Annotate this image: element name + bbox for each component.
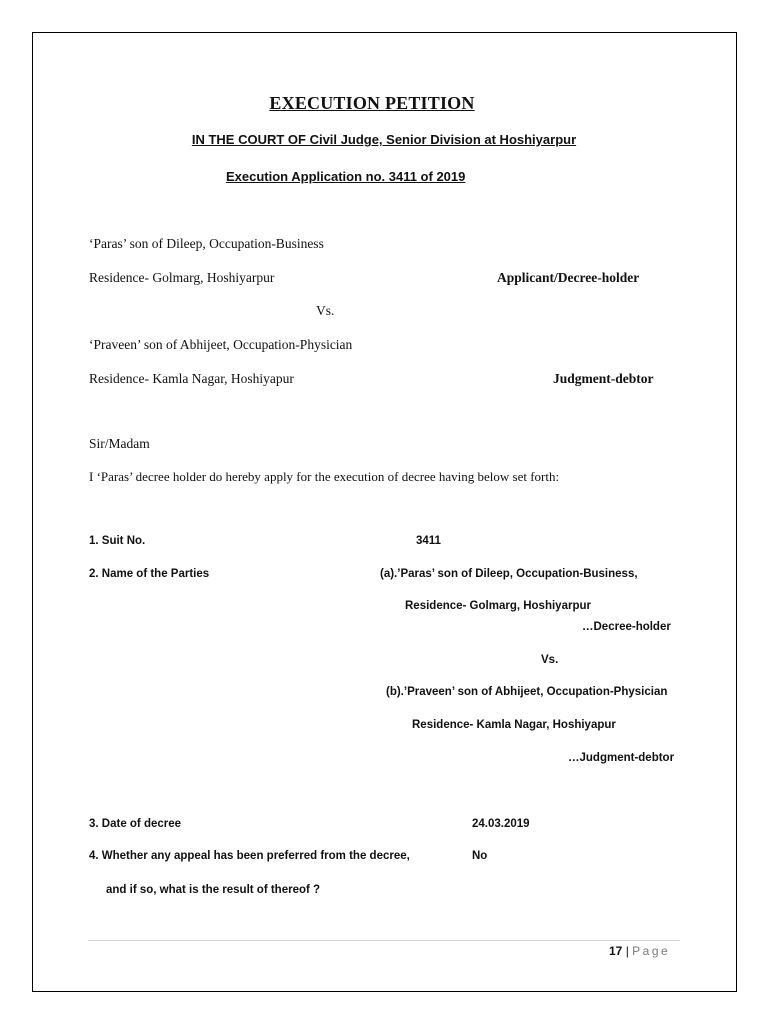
party-a-role: …Decree-holder [582, 621, 671, 633]
court-heading: IN THE COURT OF Civil Judge, Senior Division at Hoshiyarpur [191, 132, 577, 147]
applicant-residence-line: Residence- Golmarg, Hoshiyarpur [89, 270, 275, 285]
party-b-name: (b).’Praveen’ son of Abhijeet, Occupation-Physician [386, 686, 668, 698]
footer-rule [88, 940, 680, 941]
page-footer [609, 944, 670, 958]
applicant-name-line: ‘Paras’ son of Dileep, Occupation-Business [89, 236, 324, 251]
debtor-role: Judgment-debtor [553, 371, 654, 386]
decree-date-value: 24.03.2019 [472, 818, 530, 830]
appeal-question-line2: and if so, what is the result of thereof ? [106, 884, 321, 896]
page-word: Page [632, 944, 671, 958]
appeal-answer: No [472, 850, 488, 862]
salutation: Sir/Madam [89, 436, 150, 451]
party-b-role: …Judgment-debtor [568, 752, 675, 764]
application-number: Execution Application no. 3411 of 2019 [226, 169, 466, 184]
party-a-name: (a).’Paras’ son of Dileep, Occupation-Business, [380, 568, 638, 580]
page-number: 17 [609, 944, 623, 958]
versus-label: Vs. [316, 303, 335, 318]
appeal-question-line1: 4. Whether any appeal has been preferred from the decree, [89, 850, 410, 862]
debtor-name-line: ‘Praveen’ son of Abhijeet, Occupation-Physician [89, 337, 353, 352]
applicant-role: Applicant/Decree-holder [497, 270, 640, 285]
document-title: EXECUTION PETITION [269, 93, 475, 113]
decree-date-label: 3. Date of decree [89, 818, 182, 830]
party-a-residence: Residence- Golmarg, Hoshiyarpur [405, 600, 591, 612]
suit-number-label: 1. Suit No. [89, 535, 146, 547]
party-b-residence: Residence- Kamla Nagar, Hoshiyapur [412, 719, 616, 731]
parties-label: 2. Name of the Parties [89, 568, 210, 580]
suit-number-value: 3411 [416, 535, 441, 547]
intro-paragraph: I ‘Paras’ decree holder do hereby apply for the execution of decree having below set forth: [89, 469, 560, 484]
parties-versus: Vs. [541, 654, 559, 666]
page-separator: | [622, 944, 633, 958]
debtor-residence-line: Residence- Kamla Nagar, Hoshiyapur [89, 371, 294, 386]
